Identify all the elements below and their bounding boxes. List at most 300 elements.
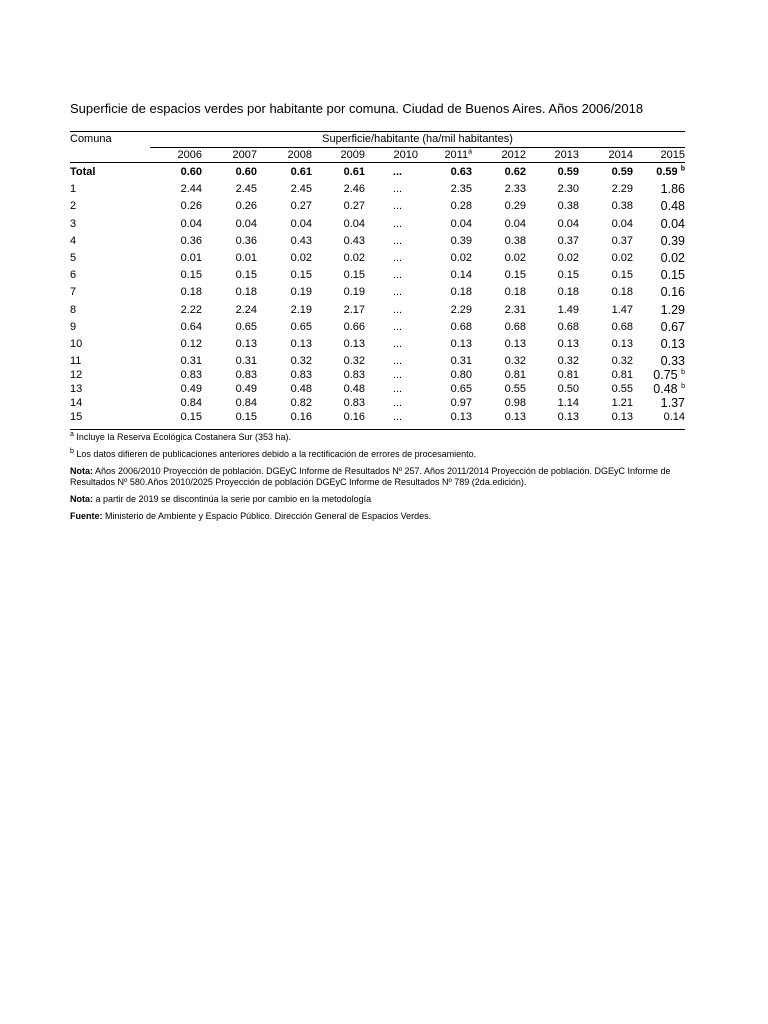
cell-value: 0.16 — [343, 411, 365, 424]
table-cell — [526, 163, 579, 180]
table-cell — [472, 265, 526, 282]
row-label: 3 — [70, 217, 77, 230]
table-cell — [365, 368, 418, 382]
table-cell — [365, 410, 418, 424]
cell-value: 0.14 — [450, 269, 472, 282]
cell-value: 0.49 — [235, 383, 257, 396]
cell-value: ... — [392, 166, 403, 178]
cell-value: 0.83 — [235, 369, 257, 382]
cell-value: 0.39 — [450, 234, 472, 247]
cell-value: 0.15 — [235, 411, 257, 424]
cell-value: 0.81 — [611, 369, 633, 382]
cell-value: ... — [392, 269, 403, 282]
cell-value: 0.27 — [290, 200, 312, 213]
table-cell — [202, 265, 257, 282]
cell-value: ... — [392, 337, 403, 350]
table-cell — [526, 334, 579, 351]
cell-value: 0.04 — [660, 216, 685, 231]
year-label: 2011 — [444, 149, 469, 161]
table-cell — [257, 334, 312, 351]
cell-value: 0.32 — [557, 355, 579, 368]
cell-value: ... — [392, 411, 403, 424]
year-label: 2014 — [608, 149, 633, 161]
cell-value: 0.04 — [290, 217, 312, 230]
table-cell — [312, 248, 365, 265]
table-row — [70, 368, 685, 382]
cell-value: 0.66 — [343, 320, 365, 333]
table-cell — [526, 317, 579, 334]
cell-value: 0.59 — [656, 166, 678, 178]
fuente — [70, 511, 680, 522]
cell-value: 0.67 — [660, 319, 685, 334]
cell-value: 0.12 — [180, 337, 202, 350]
table-cell — [472, 334, 526, 351]
table-cell — [526, 265, 579, 282]
cell-value: 0.59 — [611, 166, 633, 178]
cell-value: ... — [392, 397, 403, 410]
table-cell — [579, 213, 633, 230]
data-table — [70, 148, 685, 424]
table-cell — [202, 179, 257, 196]
table-cell — [365, 351, 418, 368]
table-cell — [418, 368, 472, 382]
year-label: 2010 — [393, 149, 418, 161]
cell-value: 2.24 — [235, 303, 257, 316]
table-cell — [152, 396, 202, 410]
table-top-rule — [70, 131, 685, 132]
page-title: Superficie de espacios verdes por habitante por comuna. Ciudad de Buenos Aires. Años 2006/2018 — [70, 101, 644, 116]
table-cell — [152, 196, 202, 213]
year-label: 2006 — [177, 149, 202, 161]
cell-value: 0.83 — [180, 369, 202, 382]
cell-value: 0.27 — [343, 200, 365, 213]
cell-value: 0.04 — [611, 217, 633, 230]
table-cell — [202, 410, 257, 424]
data-table-wrapper — [70, 148, 685, 424]
cell-value: 0.32 — [611, 355, 633, 368]
cell-value: 0.16 — [660, 285, 685, 300]
table-cell — [633, 282, 685, 299]
cell-value: 0.38 — [504, 234, 526, 247]
year-header-2008 — [257, 148, 312, 163]
table-cell — [472, 396, 526, 410]
cell-value: 0.81 — [557, 369, 579, 382]
cell-value: 0.13 — [660, 336, 685, 351]
nota-2-label: Nota: — [70, 494, 93, 504]
table-cell — [257, 282, 312, 299]
cell-value: 0.26 — [180, 200, 202, 213]
table-cell — [257, 163, 312, 180]
year-label: 2013 — [554, 149, 579, 161]
cell-value: 0.18 — [557, 286, 579, 299]
table-cell — [312, 299, 365, 316]
cell-value: ... — [392, 383, 403, 396]
table-cell — [202, 213, 257, 230]
row-label: 2 — [70, 200, 77, 213]
table-cell — [526, 410, 579, 424]
cell-value: 0.02 — [343, 251, 365, 264]
table-cell — [202, 368, 257, 382]
row-label: 11 — [70, 355, 82, 368]
cell-value: 2.30 — [557, 183, 579, 196]
table-cell — [365, 334, 418, 351]
row-label: 12 — [70, 369, 83, 382]
row-label: Total — [70, 166, 96, 178]
cell-value: 0.61 — [290, 166, 312, 178]
cell-value: 0.16 — [290, 411, 312, 424]
table-cell — [257, 351, 312, 368]
cell-value: ... — [392, 217, 403, 230]
cell-value: 0.31 — [235, 355, 257, 368]
cell-value: 0.18 — [180, 286, 202, 299]
cell-value: 2.17 — [343, 303, 365, 316]
table-cell — [418, 163, 472, 180]
table-cell — [472, 299, 526, 316]
table-cell — [312, 179, 365, 196]
cell-value: 0.43 — [343, 234, 365, 247]
table-cell — [526, 368, 579, 382]
table-cell — [633, 163, 685, 180]
cell-value: 0.02 — [450, 251, 472, 264]
cell-value: 0.13 — [611, 337, 633, 350]
footnote-a-text: Incluye la Reserva Ecológica Costanera Sur (353 ha). — [76, 432, 292, 442]
year-header-2007 — [202, 148, 257, 163]
table-cell — [152, 179, 202, 196]
year-header-2009 — [312, 148, 365, 163]
table-cell — [257, 382, 312, 396]
table-row — [70, 179, 685, 196]
table-cell — [152, 248, 202, 265]
year-header-2013 — [526, 148, 579, 163]
cell-value: 0.18 — [450, 286, 472, 299]
cell-value: 0.04 — [450, 217, 472, 230]
cell-value: 0.61 — [343, 166, 365, 178]
cell-value: 0.50 — [557, 383, 579, 396]
cell-value: 1.49 — [557, 303, 579, 316]
comuna-header: Comuna — [70, 133, 112, 145]
cell-value: 0.04 — [504, 217, 526, 230]
table-cell — [365, 382, 418, 396]
cell-value: 0.55 — [611, 383, 633, 396]
cell-value: 1.21 — [611, 397, 633, 410]
cell-value: 1.47 — [611, 303, 633, 316]
table-cell — [202, 231, 257, 248]
cell-value: 0.60 — [180, 166, 202, 178]
cell-value: 2.31 — [504, 303, 526, 316]
cell-value: 0.64 — [180, 320, 202, 333]
year-header-2015 — [633, 148, 685, 163]
table-cell — [152, 334, 202, 351]
table-cell — [579, 299, 633, 316]
cell-value: 0.18 — [611, 286, 633, 299]
table-row — [70, 396, 685, 410]
cell-value: 2.29 — [450, 303, 472, 316]
cell-value: 0.60 — [235, 166, 257, 178]
table-cell — [312, 163, 365, 180]
footnote-a-mark: a — [70, 431, 74, 438]
cell-value: 0.36 — [180, 234, 202, 247]
table-cell — [579, 396, 633, 410]
table-cell — [633, 334, 685, 351]
year-label: 2015 — [660, 149, 685, 161]
table-cell — [526, 282, 579, 299]
table-cell — [418, 265, 472, 282]
cell-value: 0.65 — [235, 320, 257, 333]
table-cell — [472, 410, 526, 424]
cell-value: 0.32 — [343, 355, 365, 368]
cell-value: 0.98 — [504, 397, 526, 410]
year-header-row — [70, 148, 685, 163]
cell-value: 0.84 — [235, 397, 257, 410]
table-cell — [633, 368, 685, 382]
table-cell — [365, 282, 418, 299]
cell-value: 0.83 — [343, 369, 365, 382]
cell-value: ... — [392, 234, 403, 247]
table-cell — [365, 248, 418, 265]
row-label: 8 — [70, 303, 77, 316]
cell-value: 0.13 — [450, 337, 472, 350]
table-cell — [472, 163, 526, 180]
cell-value: 0.37 — [557, 234, 579, 247]
cell-value: 1.86 — [660, 182, 685, 197]
table-cell — [579, 282, 633, 299]
table-cell — [472, 282, 526, 299]
cell-value: 0.32 — [504, 355, 526, 368]
cell-value: 0.15 — [180, 269, 202, 282]
cell-value: 0.15 — [557, 269, 579, 282]
cell-value: 0.15 — [611, 269, 633, 282]
cell-value: ... — [392, 355, 403, 368]
table-cell — [202, 317, 257, 334]
cell-value: 0.15 — [180, 411, 202, 424]
nota-2-text: a partir de 2019 se discontinúa la serie por cambio en la metodología — [95, 494, 372, 504]
table-cell — [579, 382, 633, 396]
table-cell — [312, 368, 365, 382]
table-cell — [312, 334, 365, 351]
row-label: 4 — [70, 234, 77, 247]
cell-value: ... — [392, 200, 403, 213]
table-cell — [365, 196, 418, 213]
table-cell — [418, 213, 472, 230]
cell-value: 1.29 — [660, 302, 685, 317]
cell-value: 0.81 — [504, 369, 526, 382]
total-row — [70, 163, 685, 180]
cell-value: 0.02 — [290, 251, 312, 264]
table-cell — [418, 248, 472, 265]
table-cell — [472, 179, 526, 196]
table-cell — [152, 351, 202, 368]
cell-value: 0.13 — [235, 337, 257, 350]
cell-value: 0.19 — [290, 286, 312, 299]
table-cell — [152, 213, 202, 230]
group-header: Superficie/habitante (ha/mil habitantes) — [322, 133, 513, 145]
table-cell — [418, 351, 472, 368]
table-row — [70, 248, 685, 265]
table-cell — [633, 248, 685, 265]
table-cell — [312, 231, 365, 248]
table-cell — [526, 382, 579, 396]
cell-value: 0.15 — [660, 268, 685, 283]
table-cell — [418, 382, 472, 396]
table-cell — [202, 334, 257, 351]
cell-value: 0.15 — [290, 269, 312, 282]
cell-value: 0.13 — [504, 411, 526, 424]
year-header-spacer — [70, 148, 152, 163]
table-row — [70, 265, 685, 282]
table-cell — [312, 410, 365, 424]
table-cell — [312, 317, 365, 334]
table-cell — [472, 317, 526, 334]
table-row — [70, 213, 685, 230]
nota-1-label: Nota: — [70, 466, 93, 476]
table-cell — [257, 179, 312, 196]
footnote-b-text: Los datos difieren de publicaciones anteriores debido a la rectificación de errores de procesamiento. — [76, 449, 477, 459]
cell-value: 0.02 — [557, 251, 579, 264]
table-cell — [365, 213, 418, 230]
fuente-label: Fuente: — [70, 511, 103, 521]
cell-value: ... — [392, 183, 403, 196]
cell-value: 0.36 — [235, 234, 257, 247]
cell-value: 1.14 — [557, 397, 579, 410]
table-cell — [152, 410, 202, 424]
cell-value: 0.13 — [450, 411, 472, 424]
cell-value: 0.37 — [611, 234, 633, 247]
cell-value: 0.04 — [343, 217, 365, 230]
table-cell — [202, 382, 257, 396]
cell-footnote-mark: b — [681, 382, 685, 390]
table-cell — [526, 351, 579, 368]
table-cell — [152, 382, 202, 396]
year-header-2010 — [365, 148, 418, 163]
cell-value: 0.68 — [504, 320, 526, 333]
table-cell — [526, 299, 579, 316]
cell-value: 0.15 — [504, 269, 526, 282]
cell-value: ... — [392, 320, 403, 333]
table-cell — [579, 334, 633, 351]
table-cell — [312, 265, 365, 282]
cell-value: 2.45 — [235, 183, 257, 196]
table-cell — [526, 396, 579, 410]
cell-value: 0.02 — [660, 250, 685, 265]
table-cell — [472, 368, 526, 382]
table-cell — [418, 196, 472, 213]
table-cell — [633, 410, 685, 424]
cell-value: 0.97 — [450, 397, 472, 410]
table-cell — [365, 265, 418, 282]
table-cell — [579, 179, 633, 196]
cell-value: 0.02 — [504, 251, 526, 264]
cell-value: 0.68 — [557, 320, 579, 333]
table-cell — [152, 317, 202, 334]
cell-value: 0.38 — [611, 200, 633, 213]
table-row — [70, 410, 685, 424]
table-cell — [312, 382, 365, 396]
year-label: 2008 — [287, 149, 312, 161]
year-2011-footnote-mark: a — [468, 148, 472, 156]
table-cell — [633, 179, 685, 196]
cell-value: 0.13 — [611, 411, 633, 424]
cell-value: 0.38 — [557, 200, 579, 213]
cell-value: 0.13 — [290, 337, 312, 350]
row-label: 9 — [70, 320, 77, 333]
table-cell — [312, 213, 365, 230]
cell-value: 0.28 — [450, 200, 472, 213]
table-cell — [257, 265, 312, 282]
table-cell — [365, 299, 418, 316]
table-cell — [257, 396, 312, 410]
table-cell — [257, 248, 312, 265]
row-label: 15 — [70, 411, 83, 424]
table-cell — [579, 351, 633, 368]
cell-value: 0.33 — [660, 354, 685, 369]
table-cell — [152, 163, 202, 180]
table-row — [70, 334, 685, 351]
cell-value: 0.26 — [235, 200, 257, 213]
table-cell — [472, 213, 526, 230]
table-cell — [152, 265, 202, 282]
table-cell — [202, 248, 257, 265]
table-cell — [202, 351, 257, 368]
cell-value: 2.22 — [180, 303, 202, 316]
table-cell — [257, 299, 312, 316]
table-cell — [633, 351, 685, 368]
table-body — [70, 148, 685, 424]
row-label: 14 — [70, 397, 83, 410]
cell-value: 0.39 — [660, 233, 685, 248]
table-cell — [312, 396, 365, 410]
cell-value: 0.83 — [343, 397, 365, 410]
cell-value: 0.55 — [504, 383, 526, 396]
cell-value: 0.68 — [611, 320, 633, 333]
fuente-text: Ministerio de Ambiente y Espacio Público. Dirección General de Espacios Verdes. — [105, 511, 432, 521]
cell-value: 0.80 — [450, 369, 472, 382]
cell-value: 0.04 — [235, 217, 257, 230]
cell-value: 0.48 — [660, 199, 685, 214]
cell-value: 0.31 — [180, 355, 202, 368]
table-cell — [152, 231, 202, 248]
cell-value: 0.59 — [557, 166, 579, 178]
table-cell — [472, 231, 526, 248]
table-cell — [579, 163, 633, 180]
notes-section — [70, 432, 680, 528]
table-cell — [526, 213, 579, 230]
cell-value: 0.49 — [180, 383, 202, 396]
table-cell — [152, 282, 202, 299]
cell-footnote-mark: b — [680, 165, 685, 173]
year-header-2006 — [152, 148, 202, 163]
table-cell — [579, 265, 633, 282]
cell-value: 0.68 — [450, 320, 472, 333]
table-cell — [579, 248, 633, 265]
table-cell — [257, 213, 312, 230]
table-cell — [312, 196, 365, 213]
footnote-b — [70, 449, 680, 460]
table-cell — [365, 396, 418, 410]
nota-1 — [70, 466, 680, 488]
cell-value: 0.18 — [235, 286, 257, 299]
row-label: 5 — [70, 251, 77, 264]
cell-value: 2.33 — [504, 183, 526, 196]
table-row — [70, 299, 685, 316]
cell-value: 0.19 — [343, 286, 365, 299]
cell-value: 0.02 — [611, 251, 633, 264]
cell-value: 0.83 — [290, 369, 312, 382]
cell-value: 2.19 — [290, 303, 312, 316]
table-cell — [633, 396, 685, 410]
cell-value: 0.84 — [180, 397, 202, 410]
cell-value: 1.37 — [660, 396, 685, 411]
table-cell — [365, 317, 418, 334]
